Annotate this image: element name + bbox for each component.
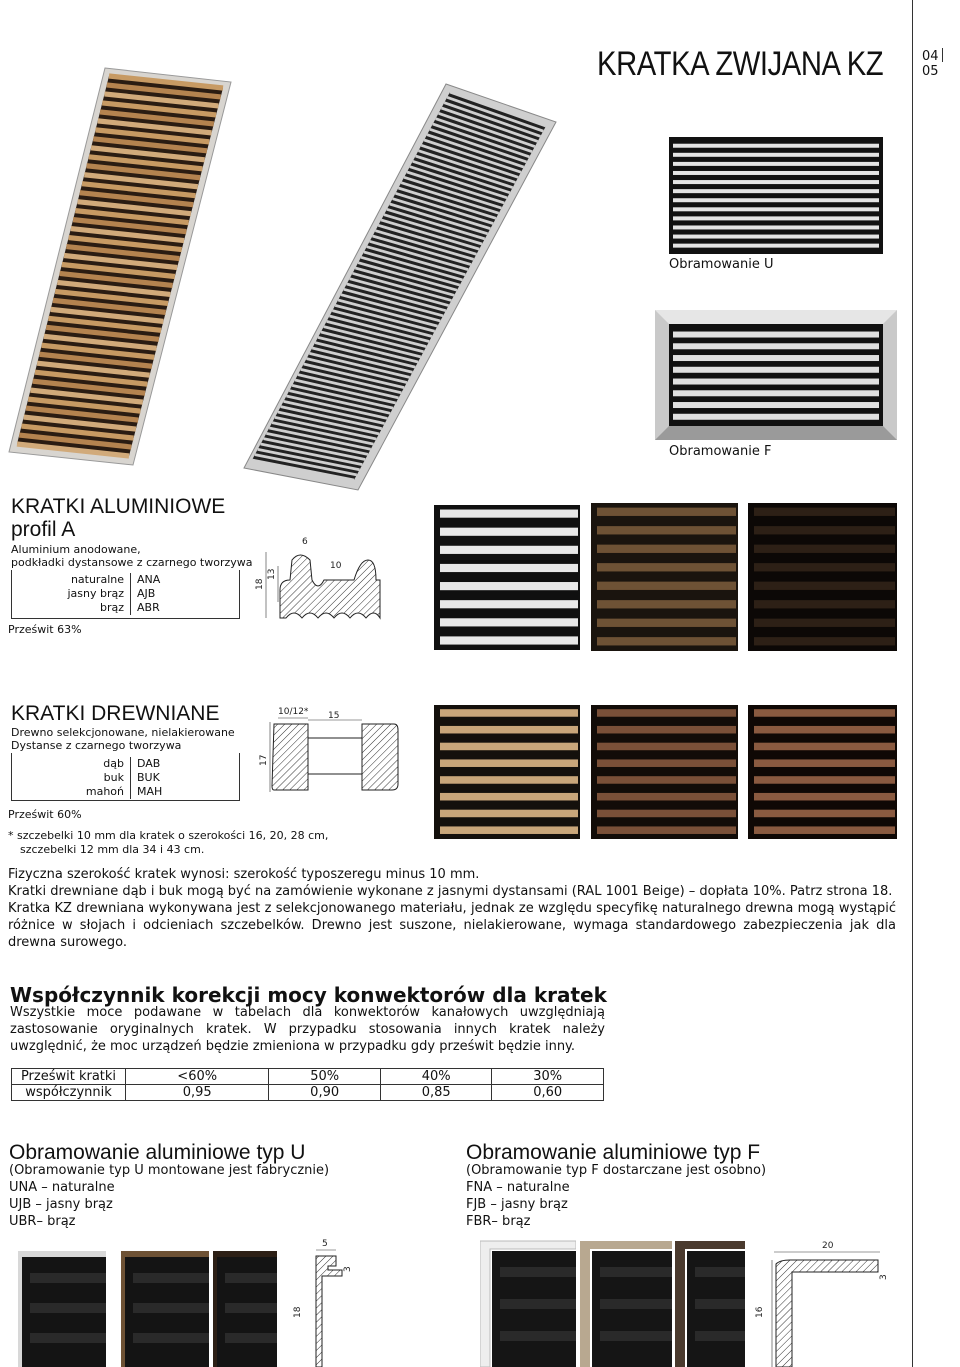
page-divider-line [912,0,913,1367]
dim-alu-gap: 10 [330,561,342,571]
slat [673,379,879,385]
wood-variants-table [11,757,207,799]
variant-code: BUK [131,771,208,785]
slat [754,810,895,818]
slat [597,776,736,784]
slat [440,810,578,818]
swatch-oak [434,705,580,839]
table-cell: 50% [269,1069,381,1085]
slat [597,759,736,767]
frame-f-item: FJB – jasny brąz [466,1197,568,1212]
slat [440,743,578,751]
table-cell: 0,90 [269,1085,381,1101]
slat [673,355,879,361]
slat [673,198,879,202]
table-cell: 0,85 [380,1085,492,1101]
slat [754,826,895,834]
slat [673,189,879,193]
dim-frame-f-side: 3 [879,1274,889,1280]
slat [754,545,895,553]
frame-u-item: UJB – jasny brąz [9,1197,113,1212]
frame-f-photo [655,310,897,440]
variant-name: buk [103,771,124,784]
slat [754,563,895,571]
aluminium-section-subtitle: profil A [11,518,76,541]
slat [673,225,879,229]
swatch-mahogany [748,705,897,839]
slat [673,235,879,239]
slat [673,153,879,157]
slat [440,546,578,554]
info-line-2: Kratki drewniane dąb i buk mogą być na zamówienie wykonane z jasnymi dystansami (RAL 1001 Beige) – dopłata 10%. Patrz strona 18. [8,884,893,899]
dim-wood-gap: 15 [328,711,340,721]
slat [673,343,879,349]
slat [754,726,895,734]
wood-open-area: Prześwit 60% [8,808,82,821]
frame-u-photo [669,137,883,254]
dim-frame-u-side: 3 [343,1266,353,1272]
table-cell-label: Prześwit kratki [12,1069,126,1085]
slat [754,600,895,608]
slat [754,582,895,590]
frame-u-title: Obramowanie aluminiowe typ U [9,1141,306,1164]
dim-alu-w: 6 [302,537,308,547]
dim-wood-w: 10/12* [278,707,309,717]
slat [597,508,736,516]
slat [440,564,578,572]
slat [673,402,879,408]
slat [673,367,879,373]
slat [597,709,736,717]
slat [673,144,879,148]
slat [440,600,578,608]
variant-row [11,785,207,799]
slat [673,207,879,211]
aluminium-open-area: Prześwit 63% [8,623,82,636]
page-title: KRATKA ZWIJANA KZ [597,45,884,83]
info-line-3: Kratka KZ drewniana wykonywana jest z selekcjonowanego materiału, jednak ze względu specyfikę naturalnego drewna mogą wystąpić różnice w słojach i odcieniach szczebelków. Drewno jest suszone, nielakierowane, wymaga standardowego zabezpieczenia jak dla drewna surowego. [8,901,896,950]
frame-f-corner-bronze [675,1237,745,1367]
frame-f-corner-light-bronze [580,1237,672,1367]
table-cell: 0,95 [126,1085,269,1101]
slat [440,726,578,734]
slat [673,244,879,248]
table-cell: <60% [126,1069,269,1085]
variant-row [11,587,207,601]
variant-name: dąb [103,757,124,770]
table-cell: 0,60 [492,1085,604,1101]
slat [673,171,879,175]
slat [440,776,578,784]
info-line-1: Fizyczna szerokość kratek wynosi: szerokość typoszeregu minus 10 mm. [8,867,480,882]
aluminium-desc-1: Aluminium anodowane, [11,543,141,556]
wood-section-title: KRATKI DREWNIANE [11,702,220,725]
wood-desc-2: Dystanse z czarnego tworzywa [11,739,182,752]
page-numbers [922,48,960,79]
variant-name: brąz [99,601,124,614]
slat [673,216,879,220]
slat [597,526,736,534]
wood-note-2: szczebelki 12 mm dla 34 i 43 cm. [20,843,205,856]
variant-row [11,601,207,615]
wooden-grille-photo [5,60,235,470]
slat [440,582,578,590]
frame-f-item: FNA – naturalne [466,1180,570,1195]
aluminium-grille-photo [240,78,560,493]
frame-u-note: (Obramowanie typ U montowane jest fabrycznie) [9,1163,330,1178]
slat [597,726,736,734]
swatch-alu-light-bronze [591,503,738,651]
variant-row [11,771,207,785]
slat [440,759,578,767]
caption-frame-u: Obramowanie U [669,257,774,272]
slat [754,793,895,801]
swatch-alu-natural [434,505,580,650]
slat [597,743,736,751]
slat [440,826,578,834]
variant-code: DAB [131,757,208,771]
slat [673,162,879,166]
dim-frame-u-top: 5 [322,1239,328,1249]
slat [597,793,736,801]
table-row [12,1085,604,1101]
dim-frame-u-h: 18 [293,1306,303,1318]
slat [440,709,578,717]
frame-u-corner-natural [14,1245,106,1367]
variant-name: naturalne [70,573,124,586]
slat [754,759,895,767]
aluminium-section-title: KRATKI ALUMINIOWE [11,495,226,518]
table-row [12,1069,604,1085]
table-cell: 40% [380,1069,492,1085]
table-cell-label: współczynnik [12,1085,126,1101]
slat [440,793,578,801]
page-number-left: 04 [922,49,939,64]
slat [440,528,578,536]
variant-row [11,757,207,771]
aluminium-profile-drawing [250,530,400,625]
frame-f-profile-drawing [750,1236,900,1367]
frame-f-corner-natural [480,1237,576,1367]
slat [597,600,736,608]
dim-frame-f-h: 16 [755,1306,765,1318]
dim-wood-h: 17 [259,754,269,766]
slat [754,709,895,717]
caption-frame-f: Obramowanie F [669,444,772,459]
slat [673,414,879,420]
slat [754,743,895,751]
slat [597,619,736,627]
slat [597,637,736,645]
frame-f-title: Obramowanie aluminiowe typ F [466,1141,761,1164]
slat [754,637,895,645]
correction-title: Współczynnik korekcji mocy konwektorów dla kratek [10,983,607,1007]
slat [597,545,736,553]
slat [597,810,736,818]
variant-code: ABR [131,601,208,615]
correction-text: Wszystkie moce podawane w tabelach dla konwektorów kanałowych uwzględniają zastosowanie oryginalnych kratek. W przypadku stosowania innych kratek należy uwzględnić, że moc urządzeń będzie zmieniona w przypadku gdy prześwit będzie inny. [10,1005,605,1054]
slat [754,508,895,516]
correction-table [11,1068,604,1101]
dim-alu-h2: 13 [267,568,277,580]
slat [440,510,578,518]
frame-f-item: FBR– brąz [466,1214,531,1229]
slat [673,180,879,184]
variant-name: jasny brąz [67,587,124,600]
frame-u-corner-light-bronze [117,1245,209,1367]
variant-row [11,573,207,587]
variant-name: mahoń [85,785,124,798]
variant-code: AJB [131,587,208,601]
variant-code: MAH [131,785,208,799]
wood-note-1: * szczebelki 10 mm dla kratek o szerokości 16, 20, 28 cm, [8,829,329,842]
wood-desc-1: Drewno selekcjonowane, nielakierowane [11,726,235,739]
frame-f-note: (Obramowanie typ F dostarczane jest osobno) [466,1163,767,1178]
slat [673,332,879,338]
frame-u-profile-drawing [282,1236,362,1367]
frame-u-item: UBR– brąz [9,1214,76,1229]
aluminium-desc-2: podkładki dystansowe z czarnego tworzywa [11,556,253,569]
frame-u-corner-bronze [209,1245,277,1367]
slat [440,618,578,626]
table-cell: 30% [492,1069,604,1085]
slat [597,582,736,590]
slat [754,526,895,534]
slat [673,390,879,396]
dim-alu-h1: 18 [255,578,265,590]
variant-code: ANA [131,573,208,587]
slat [754,619,895,627]
slat [597,563,736,571]
frame-u-item: UNA – naturalne [9,1180,115,1195]
aluminium-variants-table [11,573,207,615]
slat [754,776,895,784]
wood-profile-drawing [252,700,412,800]
dim-frame-f-top: 20 [822,1241,834,1251]
swatch-alu-bronze [748,503,897,651]
slat [597,826,736,834]
swatch-beech [591,705,738,839]
slat [440,636,578,644]
page-number-right: 05 [922,64,939,79]
